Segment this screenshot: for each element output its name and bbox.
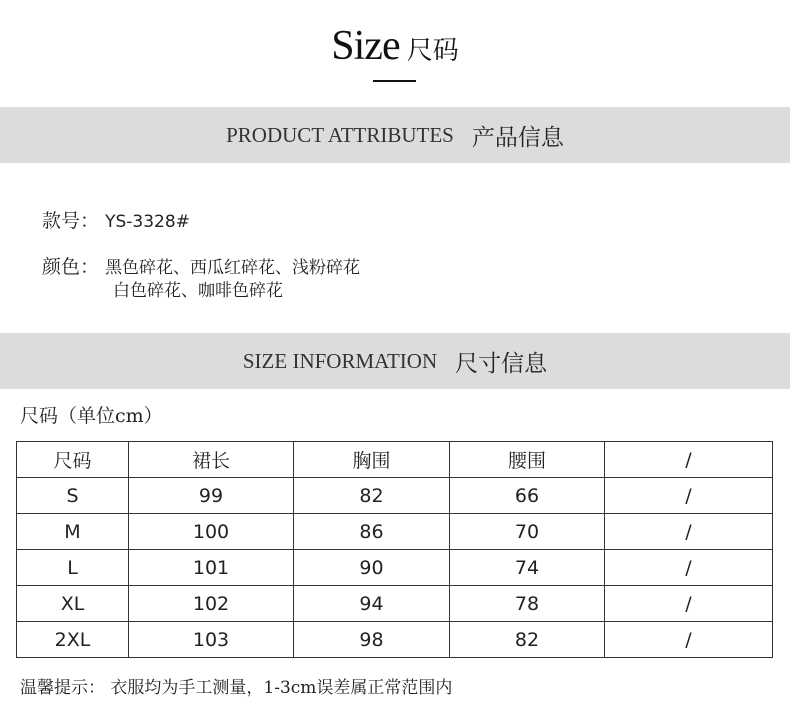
table-row: [17, 586, 773, 622]
table-row: [17, 622, 773, 658]
column-header-bust: 胸围: [294, 442, 450, 478]
title-underline: [373, 80, 416, 82]
cell-waist: 66: [450, 478, 605, 514]
cell-bust: 98: [294, 622, 450, 658]
cell-size: 2XL: [17, 622, 129, 658]
product-attributes-title-en: PRODUCT ATTRIBUTES: [226, 122, 454, 147]
cell-bust: 86: [294, 514, 450, 550]
product-colors-line2: 白色碎花、咖啡色碎花: [113, 281, 283, 301]
table-row: [17, 478, 773, 514]
product-attributes-banner: [0, 107, 790, 163]
product-colors-label: 颜色：: [42, 256, 100, 278]
cell-slash: /: [605, 622, 773, 658]
product-code-value: YS-3328#: [105, 212, 190, 232]
cell-length: 100: [129, 514, 294, 550]
measurement-note: 温馨提示： 衣服均为手工测量，1-3cm误差属正常范围内: [20, 678, 453, 698]
table-row: [17, 550, 773, 586]
cell-bust: 90: [294, 550, 450, 586]
size-information-title-en: SIZE INFORMATION: [242, 348, 438, 373]
page-title: [0, 22, 790, 70]
cell-slash: /: [605, 478, 773, 514]
cell-size: S: [17, 478, 129, 514]
column-header-slash: /: [605, 442, 773, 478]
cell-length: 101: [129, 550, 294, 586]
cell-length: 102: [129, 586, 294, 622]
size-information-banner: [0, 333, 790, 389]
product-code-label: 款号：: [42, 210, 100, 232]
cell-slash: /: [605, 550, 773, 586]
size-information-title-cn: 尺寸信息: [455, 350, 548, 377]
cell-length: 99: [129, 478, 294, 514]
cell-waist: 78: [450, 586, 605, 622]
size-unit-label: 尺码（单位cm）: [20, 405, 163, 427]
product-colors: [42, 252, 360, 279]
column-header-waist: 腰围: [450, 442, 605, 478]
cell-waist: 70: [450, 514, 605, 550]
product-colors-line1: 黑色碎花、西瓜红碎花、浅粉碎花: [105, 258, 361, 278]
column-header-size: 尺码: [17, 442, 129, 478]
cell-length: 103: [129, 622, 294, 658]
cell-waist: 82: [450, 622, 605, 658]
cell-size: L: [17, 550, 129, 586]
cell-size: M: [17, 514, 129, 550]
size-table-header-row: [17, 442, 773, 478]
title-cn: 尺码: [406, 36, 459, 66]
cell-slash: /: [605, 514, 773, 550]
cell-slash: /: [605, 586, 773, 622]
cell-size: XL: [17, 586, 129, 622]
title-en: Size: [331, 23, 400, 69]
product-attributes-title-cn: 产品信息: [471, 124, 564, 151]
table-row: [17, 514, 773, 550]
cell-bust: 94: [294, 586, 450, 622]
cell-waist: 74: [450, 550, 605, 586]
column-header-length: 裙长: [129, 442, 294, 478]
cell-bust: 82: [294, 478, 450, 514]
size-table: [16, 441, 773, 658]
product-code: [42, 206, 190, 233]
